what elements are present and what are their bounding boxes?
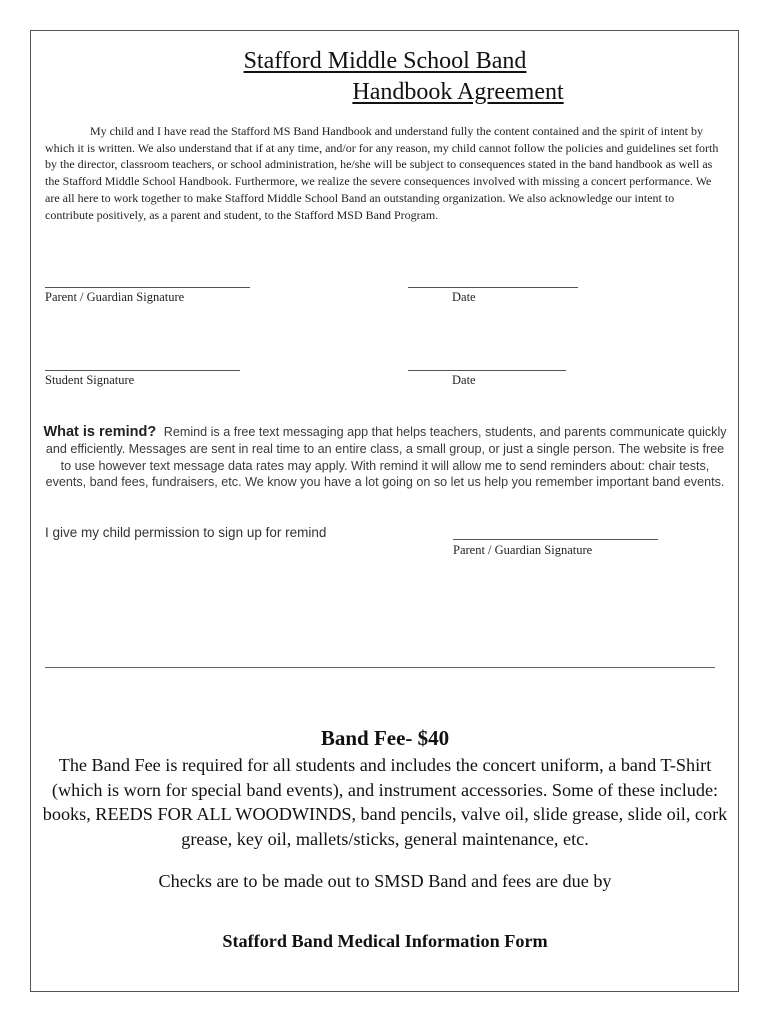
remind-description: Remind is a free text messaging app that helps teachers, students, and parents communicate quickly and efficiently. Messages are sent in real time to an entire class, a small group, or just a single person. The website is free to use however text message data rates may apply. With remind it will allow me to send reminders about: chair tests, events, band fees, fundraisers, etc. We know you have a lot going on so let us help you remember important band events. — [45, 425, 727, 490]
medical-form-heading: Stafford Band Medical Information Form — [222, 931, 548, 951]
remind-heading: What is remind? — [43, 424, 157, 440]
remind-permission-signature-line[interactable] — [453, 539, 658, 540]
remind-permission-signature-label: Parent / Guardian Signature — [453, 543, 593, 557]
agreement-text: My child and I have read the Stafford MS Band Handbook and understand fully the content contained and the spirit of intent by which it is written. We also understand that if at any time, and/or for any reason, my child cannot follow the policies and guidelines set forth by the director, classroom teachers, or school administration, he/she will be subject to consequences stated in the band handbook as well as the Stafford Middle School Handbook. Furthermore, we realize the severe consequences involved with missing a concert performance. We are all here to work together to make Stafford Middle School Band an outstanding organization. We also acknowledge our intent to contribute positively, as a parent and student, to the Stafford MSD Band Program. — [45, 124, 719, 222]
student-date-label: Date — [452, 373, 476, 387]
student-signature-label: Student Signature — [45, 373, 135, 387]
document-title-line2: Handbook Agreement — [352, 79, 564, 105]
remind-section — [42, 424, 728, 491]
band-fee-description: The Band Fee is required for all students and includes the concert uniform, a band T-Shirt (which is worn for special band events), and instrument accessories. Some of these include: books, REEDS FOR ALL WOODWINDS, band pencils, valve oil, slide grease, slide oil, cork grease, key oil, mallets/sticks, general maintenance, etc. — [42, 755, 728, 849]
parent-signature-label: Parent / Guardian Signature — [45, 290, 185, 304]
remind-permission-text: I give my child permission to sign up for remind — [45, 525, 327, 540]
student-date-line[interactable] — [408, 370, 566, 371]
document-title-line1: Stafford Middle School Band — [243, 48, 527, 74]
parent-date-line[interactable] — [408, 287, 578, 288]
student-signature-line[interactable] — [45, 370, 240, 371]
band-fee-title: Band Fee- $40 — [320, 726, 450, 750]
parent-date-label: Date — [452, 290, 476, 304]
agreement-paragraph — [45, 123, 725, 223]
section-divider — [45, 667, 715, 668]
parent-signature-line[interactable] — [45, 287, 250, 288]
checks-payable-text: Checks are to be made out to SMSD Band and fees are due by — [158, 871, 612, 891]
